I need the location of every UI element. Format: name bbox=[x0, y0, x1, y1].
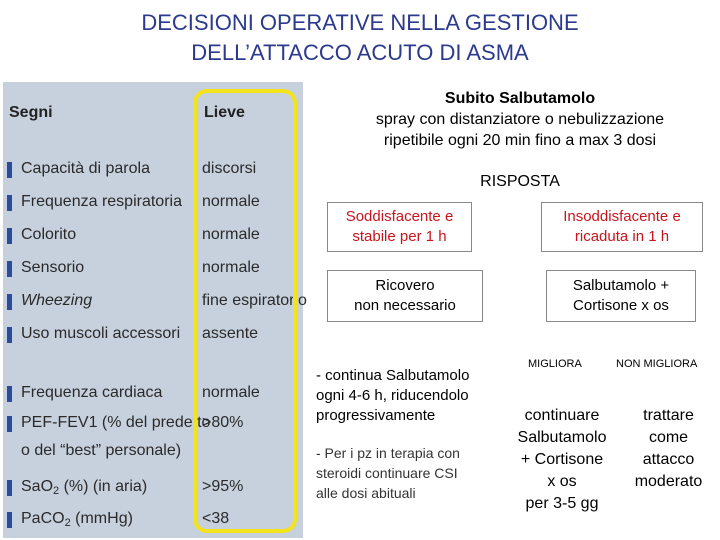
row-value: assente bbox=[202, 325, 259, 342]
note-line-2: steroidi continuare CSI bbox=[316, 465, 458, 481]
bullet-icon bbox=[7, 386, 12, 402]
row-value: >80% bbox=[202, 414, 244, 431]
migl-line-5: per 3-5 gg bbox=[525, 495, 599, 512]
migl-line-4: x os bbox=[547, 473, 577, 490]
salb-line-1: Salbutamolo + bbox=[572, 277, 670, 294]
migl-line-3: + Cortisone bbox=[520, 451, 604, 468]
treatment-text bbox=[320, 88, 720, 151]
ricovero-box bbox=[327, 270, 483, 322]
bullet-icon bbox=[7, 162, 12, 178]
header-lieve: Lieve bbox=[204, 104, 245, 121]
row-sign: Wheezing bbox=[21, 292, 93, 309]
continue-line-2: ogni 4-6 h, riducendolo bbox=[316, 387, 469, 404]
treatment-line-3: ripetibile ogni 20 min fino a max 3 dosi bbox=[383, 132, 657, 149]
non-migliora-label: NON MIGLIORA bbox=[616, 358, 698, 370]
bullet-icon bbox=[7, 327, 12, 343]
row-sign: PEF-FEV1 (% del predetto bbox=[21, 414, 211, 431]
row-sign: Uso muscoli accessori bbox=[21, 325, 181, 342]
bullet-icon bbox=[7, 416, 12, 432]
bullet-icon bbox=[7, 261, 12, 277]
row-sign: Frequenza cardiaca bbox=[21, 384, 163, 401]
row-value: normale bbox=[202, 259, 260, 276]
treatment-line-2: spray con distanziatore o nebulizzazione bbox=[375, 111, 665, 128]
bad-line-2: ricaduta in 1 h bbox=[574, 228, 670, 245]
row-value: >95% bbox=[202, 478, 244, 495]
nonmigl-line-4: moderato bbox=[634, 473, 703, 490]
lieve-highlight-frame bbox=[193, 89, 297, 533]
row-sign: Frequenza respiratoria bbox=[21, 193, 182, 210]
nonmigl-line-3: attacco bbox=[642, 451, 695, 468]
bullet-icon bbox=[7, 294, 12, 310]
bullet-icon bbox=[7, 228, 12, 244]
nonmigl-line-2: come bbox=[648, 429, 689, 446]
note-line-3: alle dosi abituali bbox=[316, 485, 416, 501]
risposta-label: RISPOSTA bbox=[480, 173, 560, 190]
salb-line-2: Cortisone x os bbox=[573, 297, 669, 314]
ricovero-line-1: Ricovero bbox=[375, 277, 435, 294]
bullet-icon bbox=[7, 480, 12, 496]
row-sign: o del “best” personale) bbox=[21, 442, 182, 459]
row-sign: PaCO$_2$ (mmHg) bbox=[21, 510, 133, 529]
migliora-action bbox=[502, 405, 622, 515]
bullet-icon bbox=[7, 512, 12, 528]
row-value: <38 bbox=[202, 510, 230, 527]
non-migliora-action bbox=[620, 405, 717, 493]
row-value: normale bbox=[202, 193, 260, 210]
bullet-icon bbox=[7, 195, 12, 211]
bad-response-box bbox=[541, 202, 703, 252]
good-line-1: Soddisfacente e bbox=[345, 208, 454, 225]
title-line-2: DELL’ATTACCO ACUTO DI ASMA bbox=[191, 40, 529, 65]
continue-line-1: - continua Salbutamolo bbox=[316, 367, 470, 384]
row-sign: Colorito bbox=[21, 226, 77, 243]
migliora-label: MIGLIORA bbox=[528, 358, 582, 370]
row-value: normale bbox=[202, 384, 260, 401]
row-value: fine espiratorio bbox=[202, 292, 307, 309]
continue-line-3: progressivamente bbox=[316, 407, 436, 424]
ricovero-line-2: non necessario bbox=[354, 297, 456, 314]
steroid-note bbox=[316, 443, 460, 503]
title-line-1: DECISIONI OPERATIVE NELLA GESTIONE bbox=[141, 10, 579, 35]
bad-line-1: Insoddisfacente e bbox=[563, 208, 681, 225]
header-signs: Segni bbox=[9, 104, 53, 121]
treatment-line-1: Subito Salbutamolo bbox=[444, 90, 596, 107]
row-value: normale bbox=[202, 226, 260, 243]
migl-line-2: Salbutamolo bbox=[517, 429, 607, 446]
row-sign: Capacità di parola bbox=[21, 160, 150, 177]
row-value: discorsi bbox=[202, 160, 257, 177]
row-sign: SaO$_2$ (%) (in aria) bbox=[21, 478, 148, 497]
migl-line-1: continuare bbox=[524, 407, 600, 424]
good-response-box bbox=[327, 202, 472, 252]
row-sign: Sensorio bbox=[21, 259, 85, 276]
note-line-1: - Per i pz in terapia con bbox=[316, 445, 460, 461]
continue-instructions bbox=[316, 366, 469, 426]
nonmigl-line-1: trattare bbox=[643, 407, 694, 424]
slide-title bbox=[0, 8, 720, 68]
good-line-2: stabile per 1 h bbox=[352, 228, 447, 245]
salbutamolo-cortisone-box bbox=[546, 270, 696, 322]
